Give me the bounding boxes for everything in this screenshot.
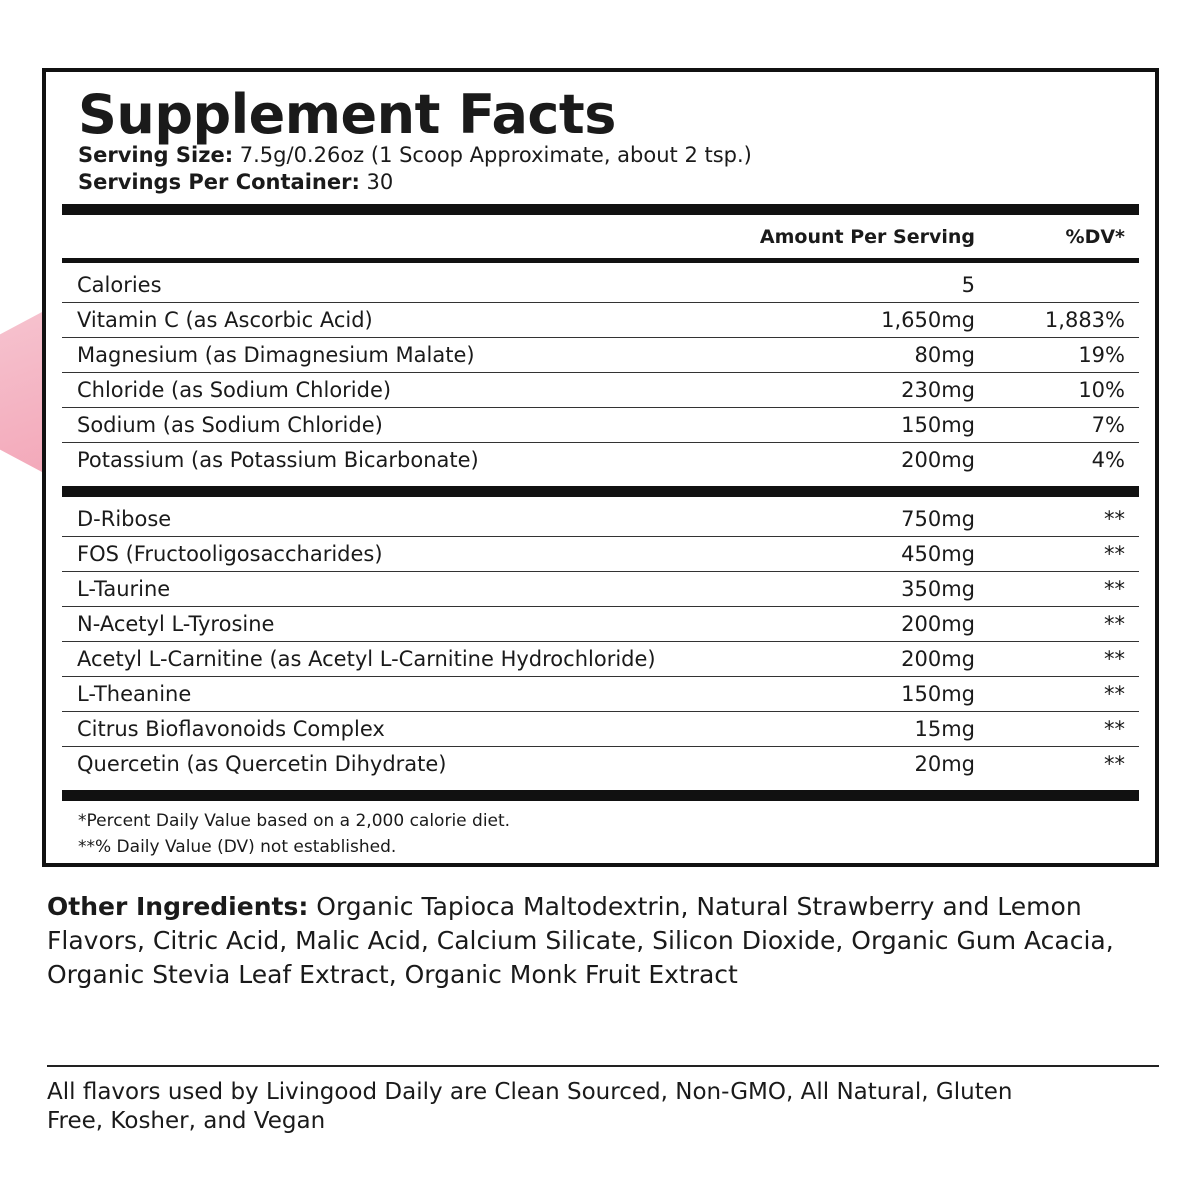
servings-per-container-label: Servings Per Container: (78, 170, 360, 194)
footnote-dv-not-established: **% Daily Value (DV) not established. (78, 837, 397, 857)
table-row (62, 373, 1139, 408)
table-row (62, 677, 1139, 712)
row-name: Acetyl L-Carnitine (as Acetyl L-Carnitine Hydrochloride) (77, 647, 656, 671)
nutrient-rows (62, 268, 1139, 478)
amount-column-header: Amount Per Serving (759, 226, 975, 248)
thick-divider-middle (62, 486, 1139, 497)
row-amount: 200mg (901, 647, 975, 671)
pink-accent-shape (0, 312, 42, 472)
row-amount: 750mg (901, 507, 975, 531)
row-amount: 150mg (901, 413, 975, 437)
row-dv: 1,883% (1044, 308, 1125, 332)
table-row (62, 747, 1139, 782)
row-name: FOS (Fructooligosaccharides) (77, 542, 383, 566)
row-name: Citrus Bioflavonoids Complex (77, 717, 385, 741)
row-dv: ** (1104, 507, 1125, 531)
row-dv: ** (1104, 542, 1125, 566)
table-row (62, 502, 1139, 537)
servings-per-container (78, 169, 393, 195)
other-ingredients-label: Other Ingredients: (47, 892, 309, 921)
table-row (62, 338, 1139, 373)
row-amount: 150mg (901, 682, 975, 706)
table-row (62, 607, 1139, 642)
table-row (62, 268, 1139, 303)
header-divider (62, 258, 1139, 263)
other-ingredients (47, 890, 1157, 992)
row-dv: ** (1104, 612, 1125, 636)
supplement-facts-panel (42, 68, 1159, 867)
table-row (62, 642, 1139, 677)
other-ingredients-text: Organic Tapioca Maltodextrin, Natural Strawberry and Lemon Flavors, Citric Acid, Malic Acid, Calcium Silicate, Silicon Dioxide, Organic Gum Acacia, Organic Stevia Leaf Extract, Organic Monk Fruit Extract (47, 892, 1114, 989)
row-name: D-Ribose (77, 507, 172, 531)
row-amount: 200mg (901, 612, 975, 636)
row-amount: 200mg (901, 448, 975, 472)
row-dv: 7% (1091, 413, 1125, 437)
table-row (62, 303, 1139, 338)
row-amount: 80mg (914, 343, 975, 367)
footnotes (78, 808, 510, 860)
row-dv: 10% (1078, 378, 1125, 402)
row-name: L-Taurine (77, 577, 171, 601)
flavors-note: All flavors used by Livingood Daily are Clean Sourced, Non-GMO, All Natural, Gluten Free, Kosher, and Vegan (47, 1079, 1013, 1134)
row-dv: 19% (1078, 343, 1125, 367)
row-dv: 4% (1091, 448, 1125, 472)
row-name: Vitamin C (as Ascorbic Acid) (77, 308, 373, 332)
table-row (62, 572, 1139, 607)
row-amount: 15mg (914, 717, 975, 741)
panel-title: Supplement Facts (78, 83, 616, 146)
row-name: Magnesium (as Dimagnesium Malate) (77, 343, 475, 367)
row-dv: ** (1104, 577, 1125, 601)
row-name: Quercetin (as Quercetin Dihydrate) (77, 752, 447, 776)
row-amount: 20mg (914, 752, 975, 776)
row-dv: ** (1104, 647, 1125, 671)
row-amount: 450mg (901, 542, 975, 566)
thick-divider-top (62, 204, 1139, 215)
serving-size (78, 142, 752, 168)
row-name: N-Acetyl L-Tyrosine (77, 612, 275, 636)
table-row (62, 408, 1139, 443)
servings-per-container-value: 30 (359, 170, 394, 194)
divider-line (47, 1065, 1159, 1067)
row-name: Chloride (as Sodium Chloride) (77, 378, 392, 402)
table-row (62, 443, 1139, 478)
ingredient-rows (62, 502, 1139, 782)
row-amount: 1,650mg (881, 308, 975, 332)
table-row (62, 712, 1139, 747)
table-row (62, 537, 1139, 572)
footnote-percent-dv: *Percent Daily Value based on a 2,000 calorie diet. (78, 811, 511, 831)
row-name: Calories (77, 273, 162, 297)
row-name: L-Theanine (77, 682, 192, 706)
row-dv: ** (1104, 717, 1125, 741)
serving-size-label: Serving Size: (78, 143, 234, 167)
row-name: Potassium (as Potassium Bicarbonate) (77, 448, 479, 472)
row-dv: ** (1104, 682, 1125, 706)
row-dv: ** (1104, 752, 1125, 776)
row-amount: 230mg (901, 378, 975, 402)
row-amount: 5 (961, 273, 975, 297)
row-amount: 350mg (901, 577, 975, 601)
row-name: Sodium (as Sodium Chloride) (77, 413, 383, 437)
thick-divider-bottom (62, 790, 1139, 801)
serving-size-value: 7.5g/0.26oz (1 Scoop Approximate, about 2 tsp.) (233, 143, 752, 167)
dv-column-header: %DV* (1065, 226, 1125, 248)
column-header-row (62, 220, 1139, 256)
